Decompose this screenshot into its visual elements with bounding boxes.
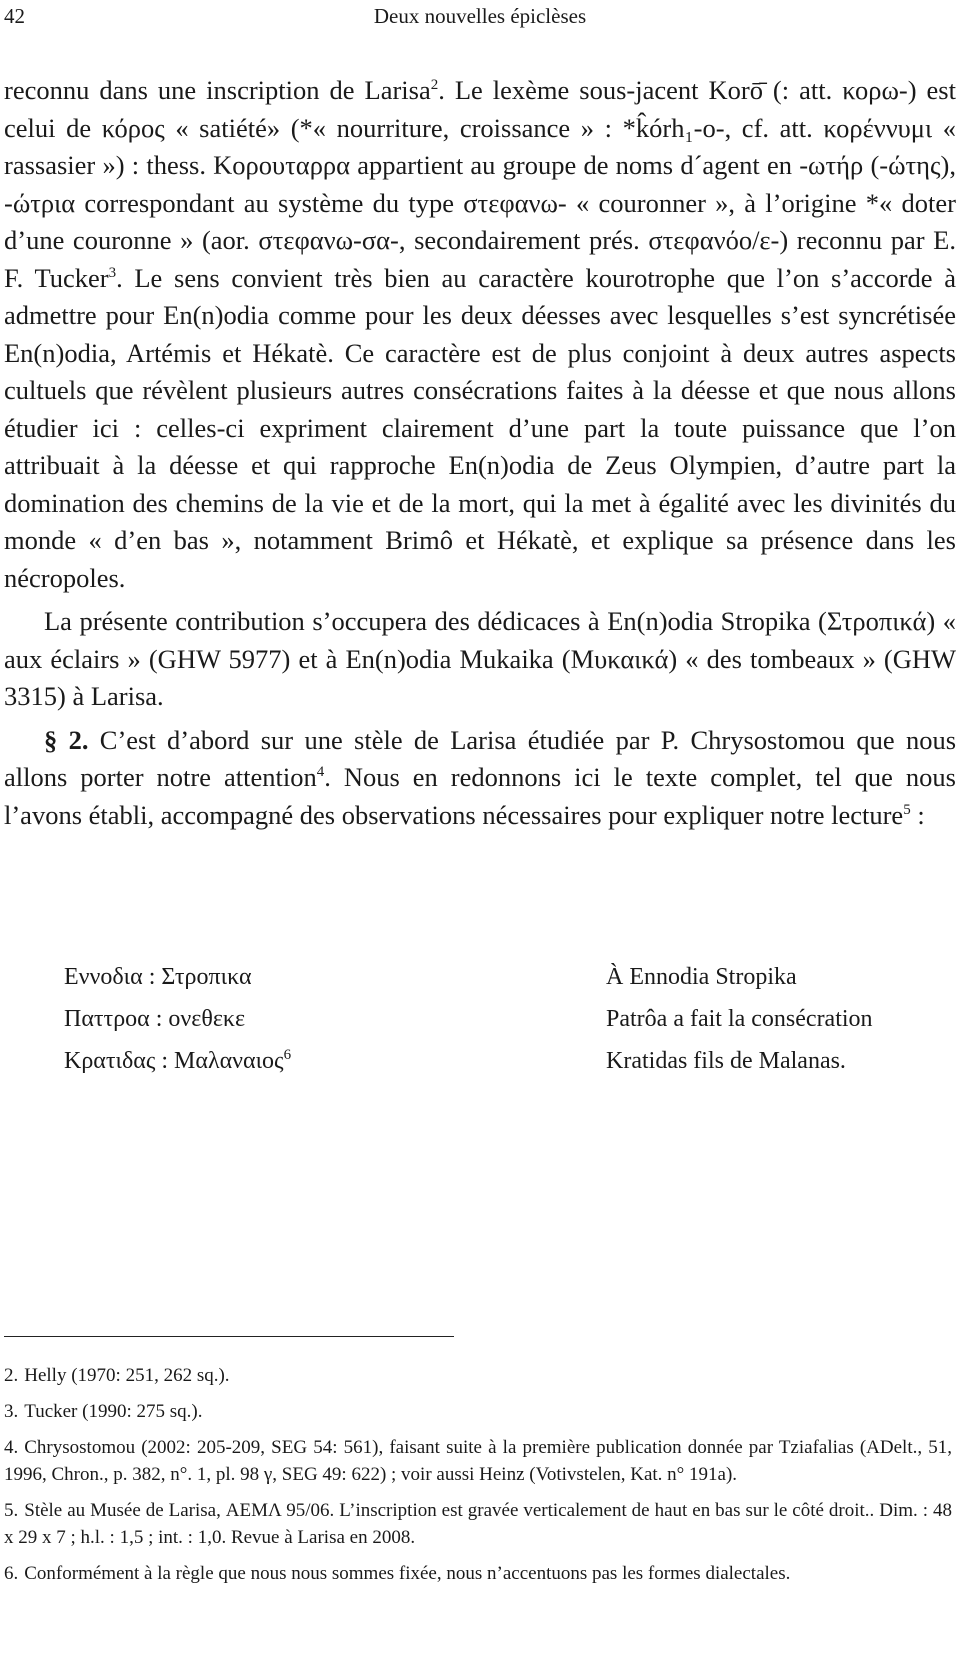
footnote — [4, 1398, 952, 1425]
paragraph-1-part-b: . Le lexème sous-jacent Korō̄ (: att. κορω-) est celui de κόρος « satiété» (*« nourriture, croissance » : *k̂órh₁-o-, cf. att. κορέννυμι « rassasier ») : thess. Κορουταρρα appartient au groupe de noms d´agent en -ωτήρ (-ώτης), -ώτρια correspondant au système du type στεφανω- « couronner », à l’origine *« doter d’une couronne » (aor. στεφανω-σα-, secondairement prés. στεφανόο/ε-) reconnu par E. F. Tucker — [4, 75, 956, 293]
inscription-line-1: Εννοδια : Στροπικα — [64, 964, 252, 990]
footnote-ref-6[interactable]: 6 — [283, 1047, 292, 1063]
paragraph-1-part-a: reconnu dans une inscription de Larisa — [4, 75, 431, 105]
footnote-number: 2. — [4, 1365, 19, 1386]
inscription-line-3-text: Κρατιδας : Μαλαναιος — [64, 1048, 284, 1074]
footnote-text: Stèle au Musée de Larisa, ΑΕΜΛ 95/06. L’inscription est gravée verticalement de haut en bas sur le côté droit.. Dim. : 48 x 29 x 7 ; h.l. : 1,5 ; int. : 1,0. Revue à Larisa en 2008. — [4, 1500, 952, 1548]
footnote-separator — [4, 1336, 454, 1337]
paragraph-3-part-c: : — [910, 799, 925, 830]
footnote-text: Helly (1970: 251, 262 sq.). — [24, 1365, 230, 1386]
section-marker: § 2. — [44, 724, 89, 755]
translation-line-1: À Ennodia Stropika — [606, 964, 797, 990]
paragraph-1-part-c: . Le sens convient très bien au caractère kourotrophe que l’on s’accorde à admettre pour En(n)odia comme pour les deux déesses avec lesquelles s’est syncrétisée En(n)odia, Artémis et Hékatè. Ce caractère est de plus conjoint à deux autres aspects cultuels que révèlent plusieurs autres consécrations faites à la déesse et que nous allons étudier ici : celles-ci expriment clairement d’une part la toute puissance que l’on attribuait à la déesse et qui rapproche En(n)odia de Zeus Olympien, d’autre part la domination des chemins de la vie et de la mort, qui la met à égalité avec les divinités du monde « d’en bas », notamment Brimô et Hékatè, et explique sa présence dans les nécropoles. — [4, 262, 956, 593]
greek-inscription — [64, 956, 291, 1082]
inscription-line-2: Παττροα : ονεθεκε — [64, 1006, 246, 1032]
footnote-ref-2[interactable]: 2 — [430, 77, 439, 94]
paragraph-2: La présente contribution s’occupera des dédicaces à En(n)odia Stropika (Στροπικά) « aux éclairs » (GHW 5977) et à En(n)odia Mukaika (Μυκαικά) « des tombeaux » (GHW 3315) à Larisa. — [4, 606, 956, 711]
paragraph-1 — [4, 72, 956, 597]
footnote — [4, 1362, 952, 1389]
inscription-line-3 — [64, 1040, 291, 1082]
running-header — [4, 4, 956, 30]
translation-line-2: Patrôa a fait la consécration — [606, 1006, 873, 1032]
footnote — [4, 1434, 952, 1488]
footnote-number: 4. — [4, 1437, 19, 1458]
footnote-text: Conformément à la règle que nous nous sommes fixée, nous n’accentuons pas les formes dialectales. — [24, 1563, 791, 1584]
footnotes — [4, 1362, 952, 1596]
running-title: Deux nouvelles épiclèses — [373, 4, 587, 28]
footnote-ref-4[interactable]: 4 — [316, 764, 325, 781]
footnote-number: 3. — [4, 1401, 19, 1422]
footnote-number: 6. — [4, 1563, 19, 1584]
footnote — [4, 1497, 952, 1551]
paragraph-3-part-b: . Nous en redonnons ici le texte complet, tel que nous l’avons établi, accompagné des observations nécessaires pour expliquer notre lecture — [4, 762, 956, 830]
page-number: 42 — [4, 4, 25, 28]
footnote-number: 5. — [4, 1500, 19, 1521]
main-text — [4, 72, 956, 834]
footnote-ref-3[interactable]: 3 — [108, 264, 117, 281]
footnote-text: Chrysostomou (2002: 205-209, SEG 54: 561), faisant suite à la première publication donnée par Tziafalias (ADelt., 51, 1996, Chron., p. 382, n°. 1, pl. 98 γ, SEG 49: 622) ; voir aussi Heinz (Votivstelen, Kat. n° 191a). — [4, 1437, 952, 1485]
paragraph-3-part-a: C’est d’abord sur une stèle de Larisa étudiée par P. Chrysostomou que nous allons porter notre attention — [4, 724, 957, 792]
translation-line-3: Kratidas fils de Malanas. — [606, 1048, 846, 1074]
footnote — [4, 1560, 952, 1587]
footnote-text: Tucker (1990: 275 sq.). — [24, 1401, 203, 1422]
french-translation — [606, 956, 873, 1082]
footnote-ref-5[interactable]: 5 — [903, 801, 911, 818]
paragraph-3 — [4, 722, 956, 835]
